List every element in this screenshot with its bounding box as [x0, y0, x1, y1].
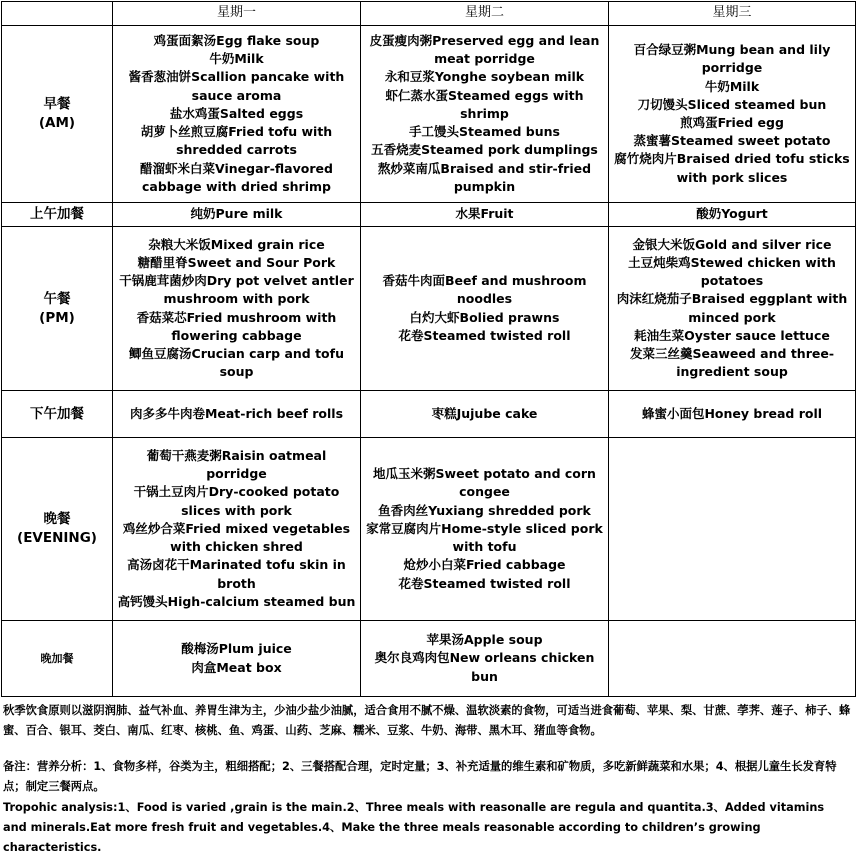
menu-cell-tuesday-afternoon-snack — [361, 391, 609, 438]
menu-item: 花卷Steamed twisted roll — [398, 327, 571, 343]
menu-cell-tuesday-lunch — [361, 227, 609, 391]
menu-item: 枣糕Jujube cake — [431, 405, 538, 421]
menu-item: 蜂蜜小面包Honey bread roll — [641, 405, 823, 421]
menu-item: 肉多多牛肉卷Meat-rich beef rolls — [129, 405, 344, 421]
menu-item: 肉沫红烧茄子Braised eggplant with minced pork — [616, 291, 848, 325]
menu-item: 香菇菜芯Fried mushroom with flowering cabbage — [136, 309, 337, 343]
menu-item: 干锅土豆肉片Dry-cooked potato slices with pork — [133, 484, 340, 518]
menu-cell-tuesday-night-snack — [361, 621, 609, 697]
meal-label-line: 早餐 — [43, 96, 71, 112]
menu-cell-monday-dinner — [113, 438, 361, 621]
menu-cell-wednesday-dinner — [609, 438, 856, 621]
menu-cell-monday-night-snack — [113, 621, 361, 697]
menu-item: 牛奶Milk — [704, 78, 760, 94]
meal-row-afternoon-snack — [2, 391, 856, 438]
menu-item: 香菇牛肉面Beef and mushroom noodles — [382, 273, 587, 307]
meal-label-night-snack — [2, 621, 113, 697]
menu-item: 高钙馒头High-calcium steamed bun — [117, 593, 356, 609]
menu-cell-monday-breakfast — [113, 26, 361, 203]
meal-label-line: 下午加餐 — [30, 405, 84, 422]
header-row — [2, 2, 856, 26]
menu-cell-tuesday-breakfast — [361, 26, 609, 203]
menu-item: 纯奶Pure milk — [190, 206, 283, 222]
meal-row-lunch — [2, 227, 856, 391]
menu-item: 水果Fruit — [455, 206, 514, 222]
menu-item: 鲫鱼豆腐汤Crucian carp and tofu soup — [129, 345, 344, 380]
menu-item: 糖醋里脊Sweet and Sour Pork — [137, 254, 336, 270]
header-corner-cell — [2, 2, 113, 26]
meal-label-morning-snack — [2, 203, 113, 227]
meal-label-line: (PM) — [39, 309, 75, 326]
menu-item: 五香烧麦Steamed pork dumplings — [371, 142, 598, 158]
meal-label-line: 上午加餐 — [30, 206, 84, 222]
menu-item: 肉盒Meat box — [191, 659, 282, 675]
meal-label-line: 晚加餐 — [40, 652, 74, 665]
menu-item: 熬炒菜南瓜Braised and stir-fried pumpkin — [377, 160, 592, 194]
menu-cell-wednesday-night-snack — [609, 621, 856, 697]
meal-label-dinner — [2, 438, 113, 621]
meal-label-line: 晚餐 — [43, 511, 71, 527]
menu-item: 盐水鸡蛋Salted eggs — [169, 105, 304, 121]
menu-item: 炝炒小白菜Fried cabbage — [403, 557, 566, 573]
weekly-meal-table — [1, 1, 856, 697]
menu-item: 手工馒头Steamed buns — [409, 124, 560, 140]
menu-item: 苹果汤Apple soup — [426, 632, 543, 648]
menu-item: 地瓜玉米粥Sweet potato and corn congee — [373, 466, 596, 500]
meal-row-morning-snack — [2, 203, 856, 227]
menu-item: 金银大米饭Gold and silver rice — [632, 236, 832, 252]
menu-item: 杂粮大米饭Mixed grain rice — [148, 236, 325, 252]
meal-label-line: 午餐 — [43, 290, 71, 307]
day-header-wednesday: 星期三 — [609, 2, 856, 26]
nutrition-remark-cn: 备注：营养分析：1、食物多样，谷类为主，粗细搭配；2、三餐搭配合理，定时定量；3、补充适量的维生素和矿物质，多吃新鲜蔬菜和水果；4、根据儿童生长发育特点；制定三餐两点。 — [3, 760, 837, 793]
menu-item: 煎鸡蛋Fried egg — [680, 115, 784, 130]
meal-row-dinner — [2, 438, 856, 621]
menu-item: 白灼大虾Bolied prawns — [409, 309, 560, 325]
menu-item: 奥尔良鸡肉包New orleans chicken bun — [374, 650, 595, 684]
menu-item: 土豆炖柴鸡Stewed chicken with potatoes — [628, 254, 836, 289]
meal-label-lunch — [2, 227, 113, 391]
meal-label-breakfast — [2, 26, 113, 203]
menu-item: 高汤卤花干Marinated tofu skin in broth — [127, 557, 346, 591]
menu-item: 花卷Steamed twisted roll — [398, 575, 571, 591]
menu-item: 刀切馒头Sliced steamed bun — [637, 96, 827, 112]
menu-item: 发菜三丝羹Seaweed and three-ingredient soup — [629, 345, 835, 380]
menu-cell-monday-afternoon-snack — [113, 391, 361, 438]
menu-cell-wednesday-morning-snack — [609, 203, 856, 227]
menu-item: 牛奶Milk — [209, 51, 264, 67]
meal-label-line: (EVENING) — [17, 530, 97, 546]
meal-row-breakfast — [2, 26, 856, 203]
menu-item: 葡萄干燕麦粥Raisin oatmeal porridge — [146, 448, 327, 482]
nutrition-remark-en: Tropohic analysis:1、Food is varied ,grain is the main.2、Three meals with reasonalle are regula and quantita.3、Added vitamins and minerals.Eat more fresh fruit and vegetables.4、Make the three meals reasonable according to children’s growing characteristics. — [3, 801, 825, 854]
menu-item: 醋溜虾米白菜Vinegar-flavored cabbage with dried shrimp — [140, 160, 333, 194]
menu-item: 干锅鹿茸菌炒肉Dry pot velvet antler mushroom with pork — [119, 273, 354, 307]
menu-item: 胡萝卜丝煎豆腐Fried tofu with shredded carrots — [140, 124, 333, 158]
menu-cell-monday-lunch — [113, 227, 361, 391]
menu-cell-wednesday-lunch — [609, 227, 856, 391]
menu-item: 鸡丝炒合菜Fried mixed vegetables with chicken shred — [122, 520, 351, 555]
menu-item: 酱香葱油饼Scallion pancake with sauce aroma — [128, 69, 345, 103]
menu-item: 皮蛋瘦肉粥Preserved egg and lean meat porridge — [369, 33, 600, 67]
autumn-diet-principle-note: 秋季饮食原则以滋阴润肺、益气补血、养胃生津为主，少油少盐少油腻，适合食用不腻不燥、温软淡素的食物，可适当进食葡萄、苹果、梨、甘蔗、荸荠、莲子、柿子、蜂蜜、百合、银耳、茭白、南瓜、红枣、核桃、鱼、鸡蛋、山药、芝麻、糯米、豆浆、牛奶、海带、黑木耳、猪血等食物。 — [3, 704, 851, 737]
menu-item: 耗油生菜Oyster sauce lettuce — [634, 327, 830, 343]
meal-row-night-snack — [2, 621, 856, 697]
menu-cell-wednesday-breakfast — [609, 26, 856, 203]
menu-item: 蒸蜜薯Steamed sweet potato — [633, 133, 831, 149]
menu-cell-tuesday-dinner — [361, 438, 609, 621]
menu-cell-wednesday-afternoon-snack — [609, 391, 856, 438]
menu-item: 腐竹烧肉片Braised dried tofu sticks with pork slices — [614, 151, 850, 185]
menu-item: 鱼香肉丝Yuxiang shredded pork — [378, 502, 591, 518]
meal-label-line: (AM) — [38, 115, 76, 131]
menu-item: 酸奶Yogurt — [696, 206, 768, 222]
menu-item: 永和豆浆Yonghe soybean milk — [384, 69, 585, 85]
menu-item: 百合绿豆粥Mung bean and lily porridge — [633, 42, 831, 76]
day-header-monday: 星期一 — [113, 2, 361, 26]
menu-item: 酸梅汤Plum juice — [181, 641, 292, 657]
day-header-tuesday: 星期二 — [361, 2, 609, 26]
menu-item: 家常豆腐肉片Home-style sliced pork with tofu — [366, 520, 603, 555]
meal-label-afternoon-snack — [2, 391, 113, 438]
menu-cell-tuesday-morning-snack — [361, 203, 609, 227]
menu-item: 虾仁蒸水蛋Steamed eggs with shrimp — [385, 87, 584, 121]
menu-item: 鸡蛋面絮汤Egg flake soup — [153, 33, 320, 49]
menu-cell-monday-morning-snack — [113, 203, 361, 227]
